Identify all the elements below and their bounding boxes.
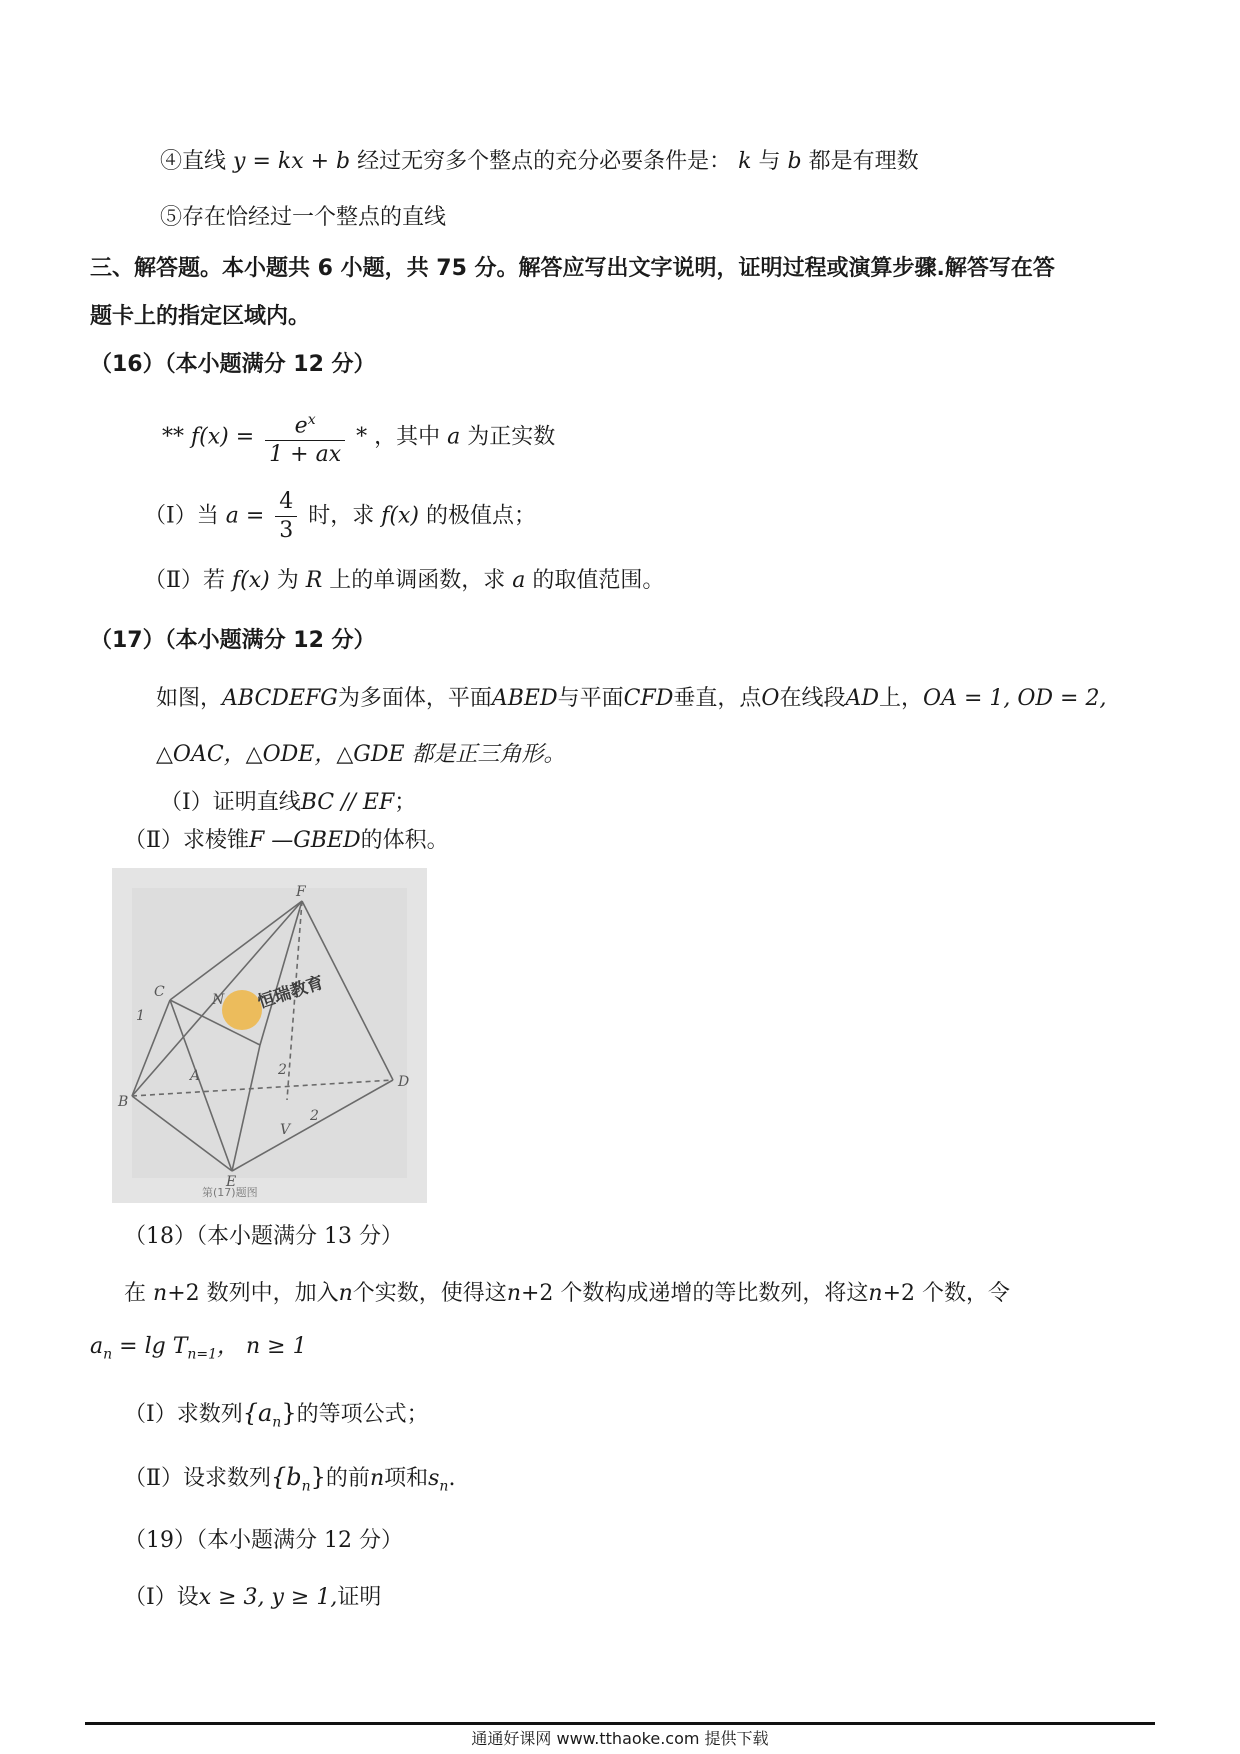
- q17-i-tail: ；: [394, 790, 417, 815]
- label-a: A: [190, 1068, 201, 1084]
- item-4-k: k: [738, 149, 752, 174]
- section-3-heading-line-2: 题卡上的指定区域内。: [90, 304, 311, 329]
- q16-i-numerator: 4: [275, 488, 297, 517]
- q19-header: （19）（本小题满分 12 分）: [124, 1528, 403, 1553]
- item-4-tail: 都是有理数: [808, 149, 919, 174]
- q17-part-i: [160, 788, 416, 818]
- figure-caption: 第(17)题图: [202, 1186, 258, 1199]
- q16-i-tail: 的极值点；: [425, 503, 536, 529]
- label-f: F: [296, 884, 306, 900]
- q16-f-lhs: f(x) =: [191, 424, 255, 450]
- q18-i-sub: n: [272, 1414, 282, 1431]
- q18-header: （18）（本小题满分 13 分）: [124, 1224, 403, 1249]
- q17-part-ii: [124, 826, 449, 856]
- q18-ii-seq: {b: [270, 1463, 302, 1491]
- q16-ii-R: R: [305, 568, 323, 593]
- q16-tail-b: 为正实数: [467, 424, 556, 450]
- q17-l1-f: CFD: [623, 686, 674, 711]
- item-4-and: 与: [758, 149, 781, 174]
- section-3-heading-line-1: 三、解答题。本小题共 6 小题，共 75 分。解答应写出文字说明，证明过程或演算步骤.解答写在答: [90, 256, 1055, 281]
- label-v: V: [280, 1122, 291, 1138]
- q18-l1-a: 在: [124, 1281, 147, 1306]
- label-e: E: [226, 1174, 237, 1190]
- q16-a: a: [447, 424, 461, 450]
- q16-ii-prefix: （Ⅱ）若: [144, 568, 225, 593]
- q18-i-tail: 的等项公式；: [296, 1402, 429, 1427]
- q16-function: [162, 406, 555, 469]
- q18-ii-close: }: [310, 1463, 326, 1491]
- q17-l1-j: AD: [845, 686, 880, 711]
- label-2: 2: [278, 1062, 287, 1078]
- q17-header: （17）（本小题满分 12 分）: [90, 628, 376, 653]
- label-c: C: [154, 984, 165, 1000]
- q17-l1-i: 在线段: [779, 686, 846, 711]
- q18-ii-ssub: n: [439, 1478, 449, 1495]
- q16-fraction: [265, 406, 345, 469]
- q16-i-fraction: [275, 488, 297, 545]
- q18-part-ii: [124, 1462, 455, 1501]
- q17-l1-d: ABED: [491, 686, 558, 711]
- q18-i-prefix: （Ⅰ）求数列: [124, 1402, 243, 1427]
- footer-text: 通通好课网 www.tthaoke.com 提供下载: [471, 1729, 769, 1748]
- footer-rule: [85, 1722, 1155, 1725]
- q17-line-1: [156, 684, 1106, 714]
- q18-ii-prefix: （Ⅱ）设求数列: [124, 1466, 271, 1491]
- label-2b: 2: [310, 1108, 319, 1124]
- q18-ii-sub: n: [301, 1478, 311, 1495]
- q18-ii-n: n: [369, 1466, 385, 1491]
- q18-l1-b: +2 数列中，加入: [167, 1281, 339, 1306]
- q16-ii-mid2: 上的单调函数，求: [329, 568, 506, 593]
- q16-denominator: 1 + ax: [269, 442, 342, 468]
- q17-l1-a: 如图，: [156, 686, 223, 711]
- q17-ii-math: F —GBED: [248, 828, 361, 853]
- q17-i-math: BC // EF: [300, 790, 395, 815]
- label-1: 1: [136, 1008, 145, 1024]
- item-5: [160, 203, 446, 233]
- item-4-equation: y = kx + b: [233, 149, 351, 174]
- q18-l1-n4: n: [868, 1281, 883, 1306]
- q16-ii-a: a: [512, 568, 526, 593]
- q18-l2-eq: = lg T: [112, 1334, 188, 1359]
- q18-ii-tail: .: [448, 1466, 456, 1491]
- q18-line-2: [90, 1332, 307, 1369]
- q19-i-prefix: （Ⅰ）设: [124, 1585, 199, 1610]
- q18-l2-tail: ， n ≥ 1: [217, 1334, 307, 1359]
- q19-i-tail: 证明: [337, 1585, 382, 1610]
- q17-l1-e: 与平面: [557, 686, 624, 711]
- q19-part-i: [124, 1583, 381, 1613]
- q16-ii-tail: 的取值范围。: [532, 568, 665, 593]
- q18-l1-d: +2 个数构成递增的等比数列，将这: [520, 1281, 869, 1306]
- q18-l1-n3: n: [506, 1281, 521, 1306]
- q17-l1-g: 垂直，点: [673, 686, 762, 711]
- item-4-prefix: ④直线: [160, 149, 227, 174]
- watermark-text: 恒瑞教育: [255, 972, 327, 1013]
- q17-l1-b: ABCDEFG: [222, 686, 338, 711]
- q17-i-prefix: （Ⅰ）证明直线: [160, 790, 301, 815]
- item-4: [160, 147, 919, 177]
- item-4-mid: 经过无穷多个整点的充分必要条件是：: [357, 149, 732, 174]
- q17-l1-h: O: [761, 686, 780, 711]
- q18-part-i: [124, 1398, 429, 1437]
- q19-i-math: x ≥ 3, y ≥ 1,: [198, 1585, 338, 1610]
- q18-line-1: [124, 1279, 1010, 1309]
- q18-l2-a: a: [90, 1334, 104, 1359]
- q18-l1-e: +2 个数，令: [882, 1281, 1011, 1306]
- q16-numerator: $e^x$: [265, 406, 345, 441]
- q18-l1-c: 个实数，使得这: [352, 1281, 507, 1306]
- q18-l2-n: n: [103, 1346, 113, 1363]
- q16-i-fx: f(x): [381, 503, 419, 529]
- q16-part-i: [144, 488, 536, 545]
- q17-l1-l: OA = 1, OD = 2,: [923, 686, 1107, 711]
- item-5-text: ⑤存在恰经过一个整点的直线: [160, 205, 447, 230]
- label-n: N: [212, 992, 225, 1008]
- q18-ii-mid2: 项和: [384, 1466, 429, 1491]
- q16-star: *: [356, 424, 368, 450]
- q17-line-2: △OAC，△ODE，△GDE 都是正三角形。: [156, 742, 566, 767]
- q17-l1-k: 上，: [879, 686, 924, 711]
- q16-ii-fx: f(x): [231, 568, 270, 593]
- figure-shade: [132, 888, 410, 1178]
- q18-l1-n2: n: [338, 1281, 353, 1306]
- q17-polyhedron-figure: [112, 868, 427, 1203]
- item-4-b: b: [787, 149, 802, 174]
- q16-i-denominator: 3: [279, 518, 294, 543]
- q16-lead: **: [162, 424, 191, 450]
- q18-ii-s: s: [428, 1466, 440, 1491]
- q17-ii-tail: 的体积。: [360, 828, 449, 853]
- q16-i-prefix: （Ⅰ）当: [144, 503, 219, 529]
- q16-i-a: a =: [225, 503, 265, 529]
- q18-ii-mid: 的前: [325, 1466, 370, 1491]
- q16-i-mid: 时，求: [308, 503, 375, 529]
- q18-l1-n: n: [153, 1281, 168, 1306]
- q18-i-close: }: [281, 1399, 297, 1427]
- label-d: D: [398, 1074, 410, 1090]
- q16-part-ii: [144, 566, 664, 596]
- q16-header: （16）（本小题满分 12 分）: [90, 352, 376, 377]
- q18-l2-sub: n=1: [187, 1346, 218, 1363]
- label-b: B: [118, 1094, 129, 1110]
- q16-ii-mid1: 为: [276, 568, 299, 593]
- q16-tail-a: ，其中: [374, 424, 441, 450]
- q17-l1-c: 为多面体，平面: [337, 686, 492, 711]
- q17-ii-prefix: （Ⅱ）求棱锥: [124, 828, 249, 853]
- q18-i-seq: {a: [242, 1399, 273, 1427]
